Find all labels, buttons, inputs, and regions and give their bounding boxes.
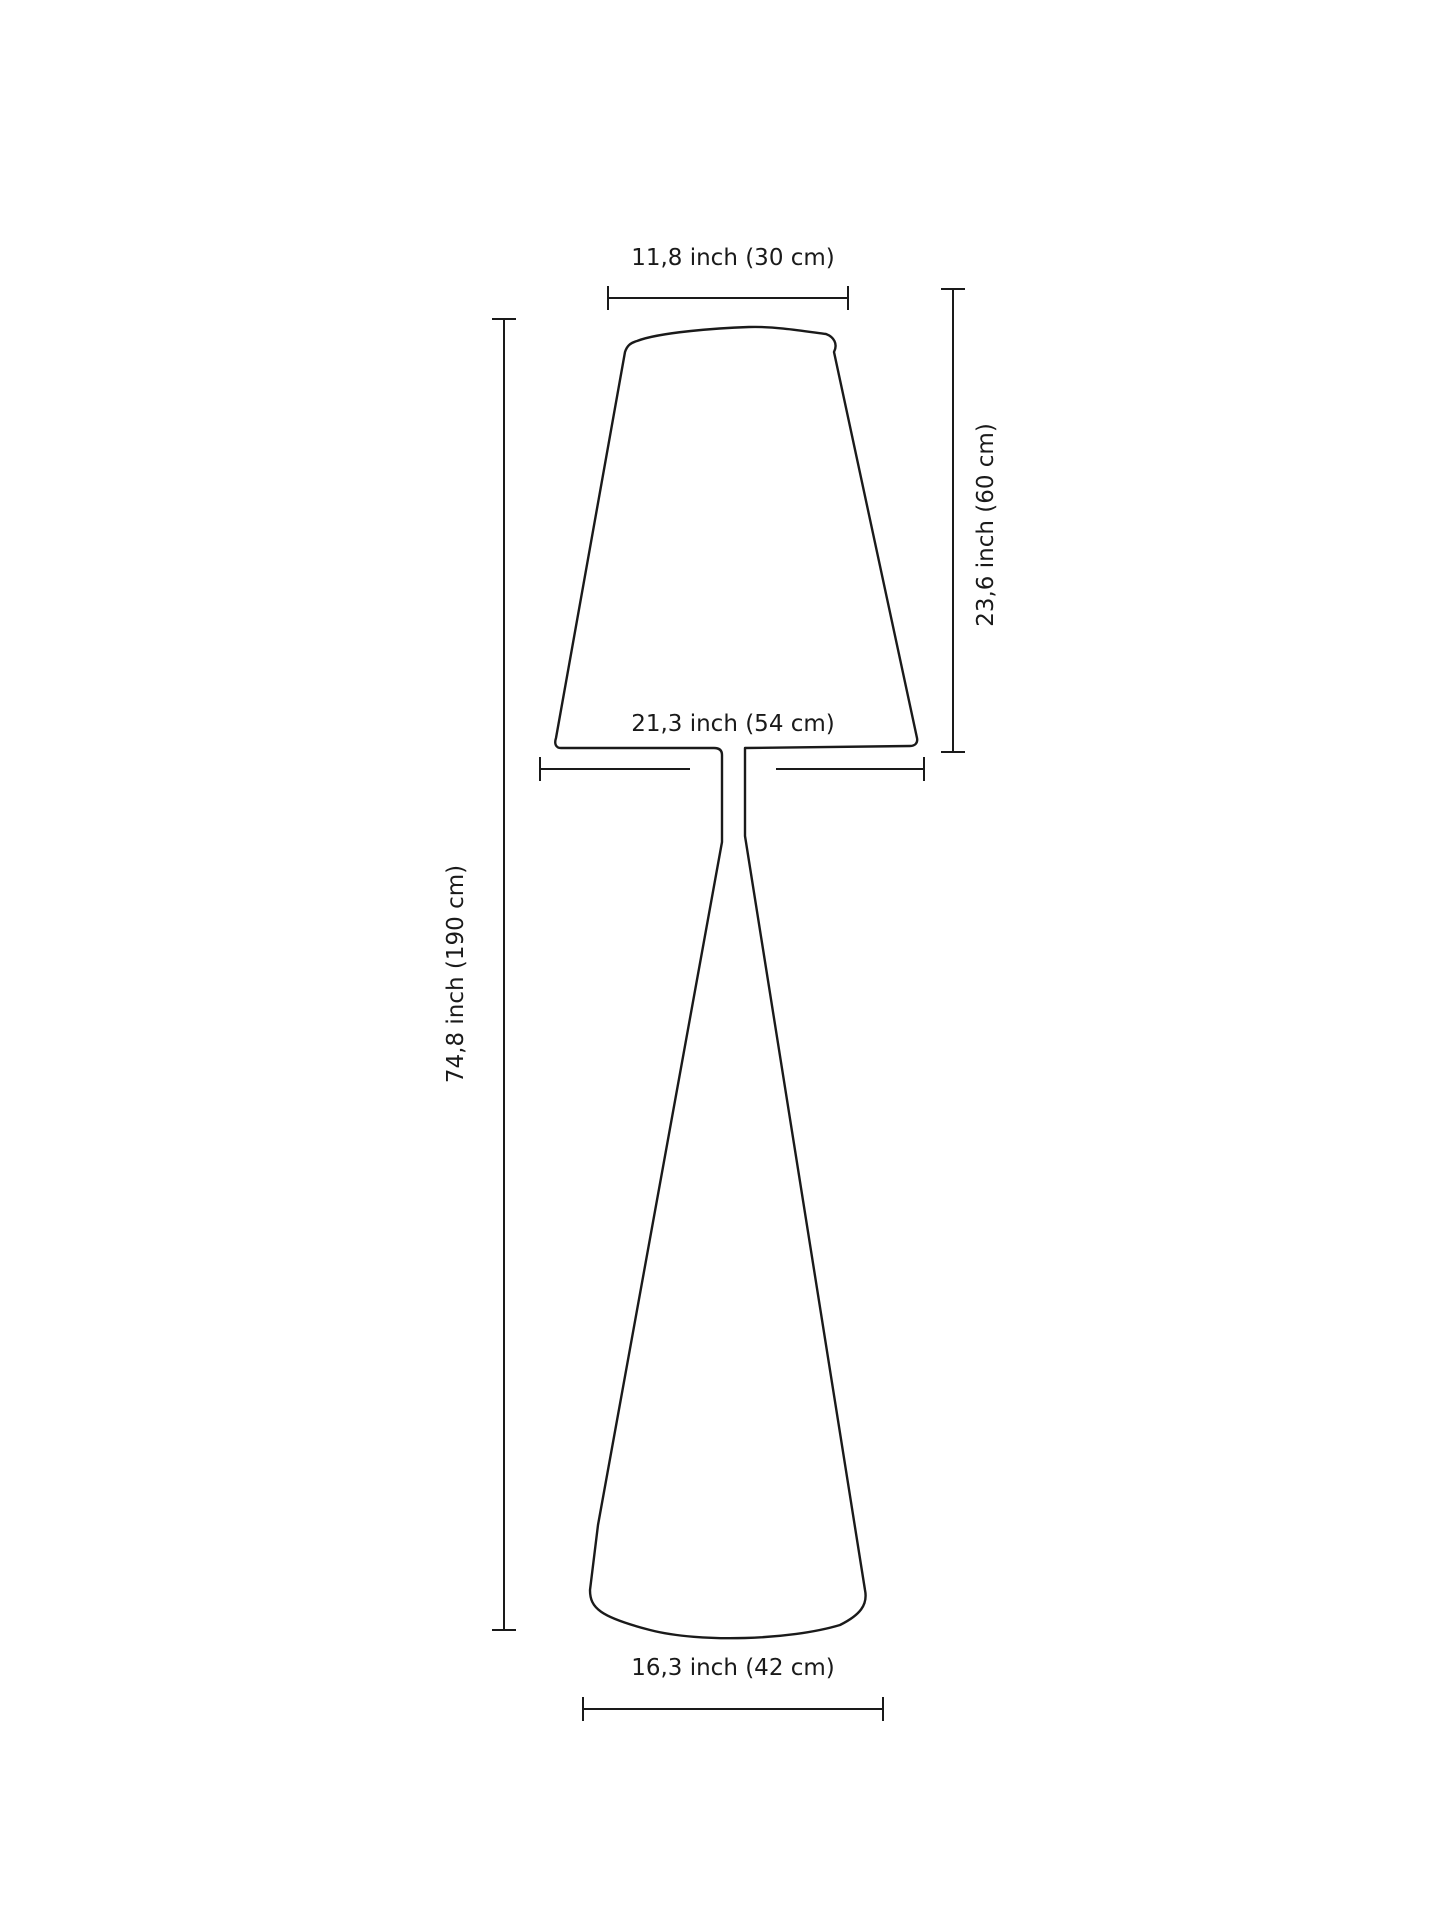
top-width-label: 11,8 inch (30 cm) bbox=[631, 245, 835, 271]
base-width-label: 16,3 inch (42 cm) bbox=[631, 1655, 835, 1681]
total-height-label: 74,8 inch (190 cm) bbox=[443, 864, 469, 1084]
floor-lamp-outline bbox=[555, 327, 917, 1638]
dimension-total-height bbox=[443, 319, 516, 1630]
dimension-shade-height bbox=[941, 289, 999, 752]
shade-height-label: 23,6 inch (60 cm) bbox=[973, 423, 999, 627]
lamp-shade bbox=[555, 327, 917, 1638]
dimension-top-width bbox=[608, 245, 848, 310]
shade-bottom-width-label: 21,3 inch (54 cm) bbox=[631, 711, 835, 737]
dimension-base-width bbox=[583, 1655, 883, 1721]
